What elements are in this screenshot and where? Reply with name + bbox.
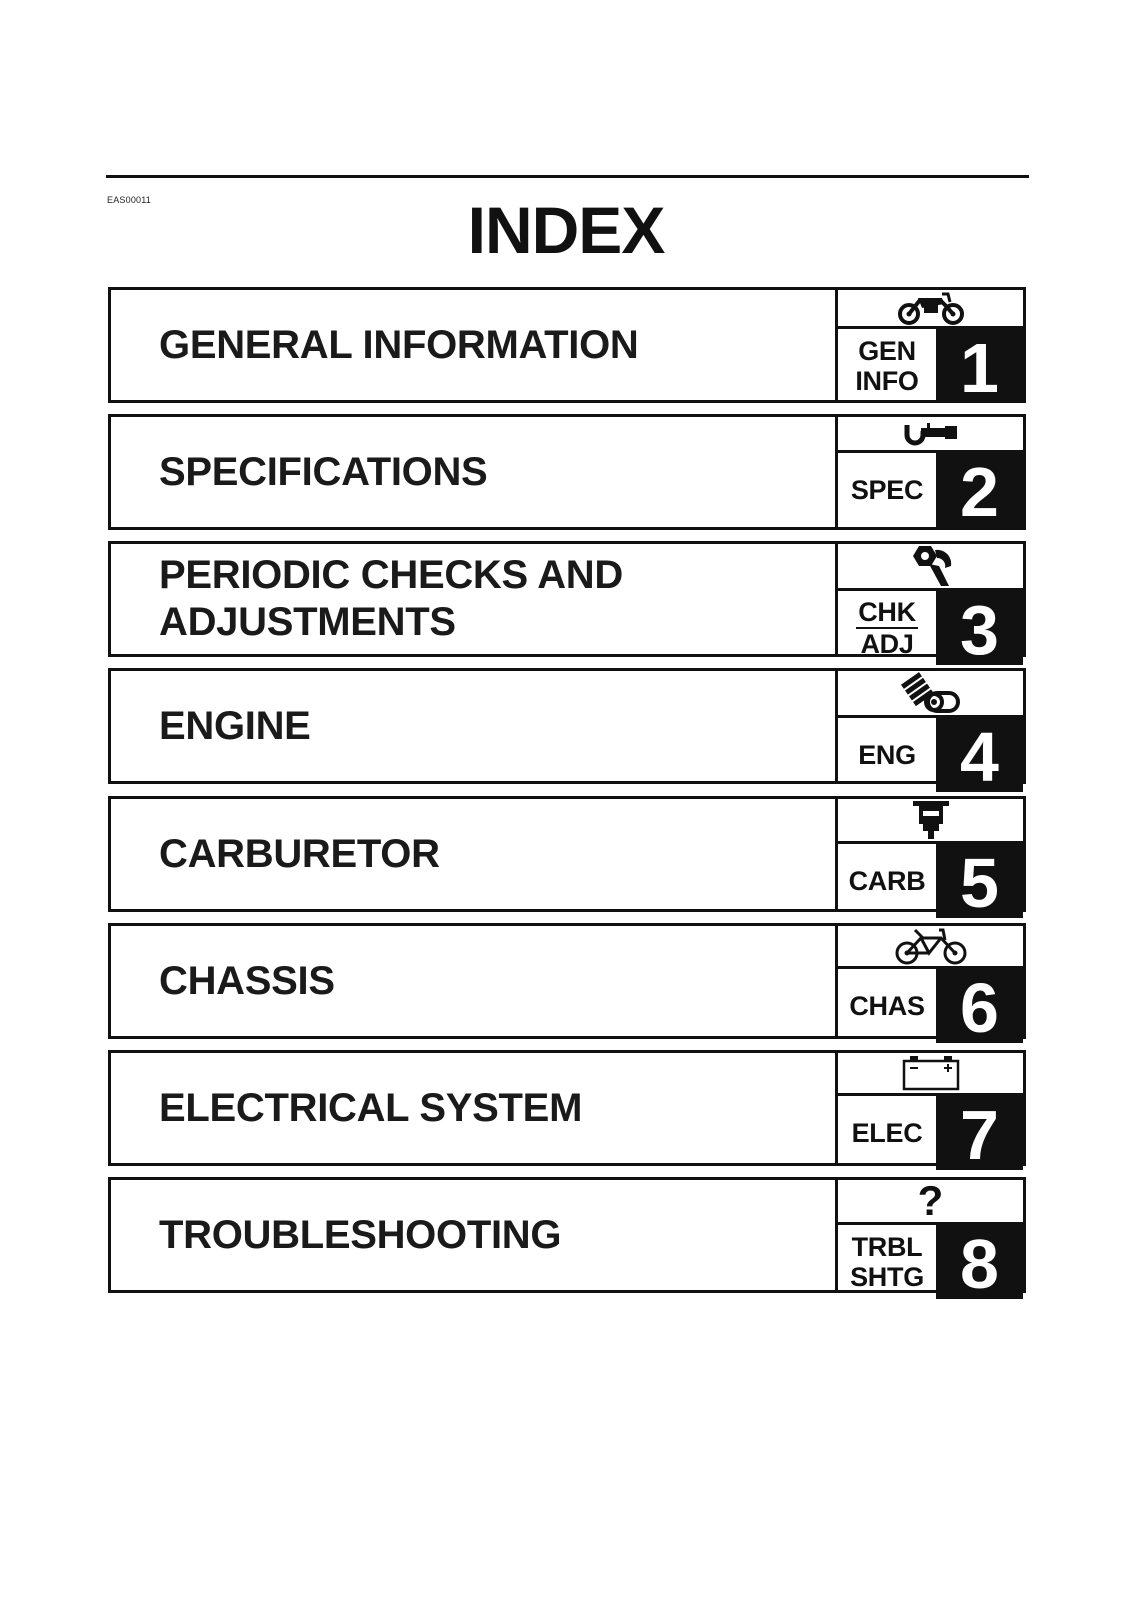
motorcycle-icon [838,290,1023,329]
section-tab[interactable] [838,1053,1023,1174]
section-title [111,544,838,654]
section-abbreviation [838,844,936,918]
section-tab[interactable] [838,290,1023,407]
abbr-line: GEN [858,336,916,366]
section-abbreviation [838,591,936,665]
abbr-line: SHTG [850,1262,924,1292]
section-tab[interactable] [838,1177,1023,1303]
section-title [111,417,838,527]
index-row-periodic-checks[interactable] [108,541,1026,669]
section-number: 6 [936,969,1023,1043]
section-title [111,290,838,400]
section-tab[interactable] [838,544,1023,669]
index-row-chassis[interactable] [108,923,1026,1047]
abbr-line: ELEC [851,1118,923,1148]
section-number: 4 [936,718,1023,792]
section-number: 5 [936,844,1023,918]
index-row-specifications[interactable] [108,414,1026,530]
section-abbreviation [838,969,936,1043]
section-abbreviation [838,1225,936,1299]
section-tab[interactable] [838,417,1023,531]
section-abbreviation [838,329,936,403]
section-abbreviation [838,718,936,792]
section-title-line: CARBURETOR [159,831,440,876]
section-number: 2 [936,453,1023,527]
abbr-line: CHK [858,597,916,627]
section-tab[interactable] [838,671,1023,796]
abbr-line: ADJ [860,629,914,659]
carburetor-icon [838,799,1023,844]
section-tab[interactable] [838,926,1023,1047]
section-title [111,671,838,781]
section-title [111,1053,838,1163]
bike-frame-icon [838,926,1023,969]
engine-cylinder-icon [838,671,1023,718]
section-title-line: SPECIFICATIONS [159,449,488,494]
index-row-troubleshooting[interactable] [108,1177,1026,1303]
section-tab[interactable] [838,799,1023,922]
section-title-line: PERIODIC CHECKS AND [159,553,623,597]
section-number: 8 [936,1225,1023,1299]
section-title [111,926,838,1036]
section-title-line: TROUBLESHOOTING [159,1212,562,1257]
battery-icon [838,1053,1023,1096]
abbr-line: TRBL [851,1232,923,1262]
section-title-line: ENGINE [159,703,311,748]
index-row-engine[interactable] [108,668,1026,796]
section-title-line: GENERAL INFORMATION [159,322,639,367]
question-mark-glyph: ? [917,1177,944,1224]
abbr-line: SPEC [850,475,924,505]
abbr-line: ENG [858,740,916,770]
section-title [111,799,838,909]
section-title [111,1180,838,1290]
question-mark-icon [838,1177,1023,1225]
section-title-line: ADJUSTMENTS [159,600,456,644]
abbr-line: INFO [855,366,919,396]
section-abbreviation [838,453,936,527]
section-number: 1 [936,329,1023,403]
section-title-line: ELECTRICAL SYSTEM [159,1085,583,1130]
section-number: 7 [936,1096,1023,1170]
wrench-nut-icon [838,544,1023,591]
index-row-general-information[interactable] [108,287,1026,407]
section-abbreviation [838,1096,936,1170]
section-number: 3 [936,591,1023,665]
micrometer-icon [838,417,1023,453]
index-row-carburetor[interactable] [108,796,1026,922]
section-title-line: CHASSIS [159,958,335,1003]
abbr-line: CHAS [849,991,925,1021]
index-row-electrical-system[interactable] [108,1050,1026,1174]
abbr-line: CARB [848,866,926,896]
page-title: INDEX [467,193,665,267]
document-code: EAS00011 [107,195,151,205]
